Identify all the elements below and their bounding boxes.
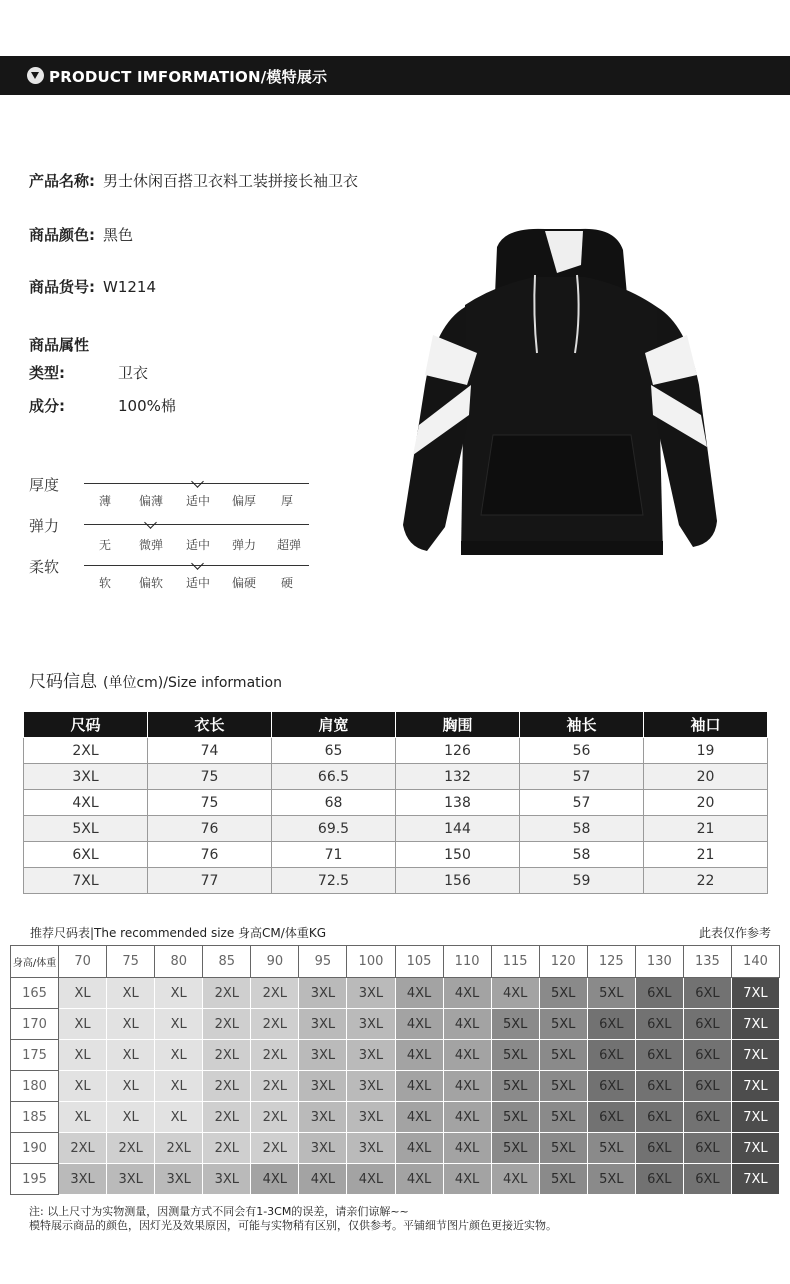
height-cell: 170 <box>11 1009 59 1040</box>
size-recommendation-cell: 6XL <box>683 1071 731 1102</box>
size-recommendation-cell: 4XL <box>395 1133 443 1164</box>
table-row <box>24 842 768 868</box>
size-recommendation-cell: 4XL <box>443 1102 491 1133</box>
scale-label-thickness: 厚度 <box>29 476 60 494</box>
scale-option: 适中 <box>185 576 210 590</box>
table-row <box>11 1133 780 1164</box>
table-cell: 20 <box>644 790 768 816</box>
size-recommendation-cell: 4XL <box>443 1164 491 1195</box>
size-recommendation-cell: 6XL <box>635 1071 683 1102</box>
size-recommendation-cell: 6XL <box>635 1040 683 1071</box>
weight-header-cell: 80 <box>155 946 203 978</box>
product-color-row <box>29 224 133 245</box>
product-image <box>395 225 720 560</box>
weight-header-cell: 90 <box>251 946 299 978</box>
size-recommendation-cell: 4XL <box>395 1164 443 1195</box>
product-sku-row <box>29 276 156 297</box>
weight-header-cell: 140 <box>731 946 779 978</box>
table-cell: 71 <box>272 842 396 868</box>
size-recommendation-cell: 5XL <box>539 1164 587 1195</box>
size-recommendation-cell: 5XL <box>587 1164 635 1195</box>
size-recommendation-cell: 6XL <box>635 1009 683 1040</box>
size-recommendation-cell: 3XL <box>299 1133 347 1164</box>
size-recommendation-cell: 5XL <box>587 1133 635 1164</box>
size-recommendation-cell: 7XL <box>731 1102 779 1133</box>
table-cell: 56 <box>520 738 644 764</box>
footnote: 注: 以上尺寸为实物测量，因测量方式不同会有1-3CM的误差，请亲们谅解~~ <box>29 1205 409 1218</box>
table-cell: 68 <box>272 790 396 816</box>
size-recommendation-cell: 6XL <box>635 1133 683 1164</box>
height-cell: 190 <box>11 1133 59 1164</box>
table-row <box>11 1164 780 1195</box>
scale-option: 偏硬 <box>231 576 256 590</box>
size-recommendation-cell: 5XL <box>587 978 635 1009</box>
size-recommendation-cell: 2XL <box>155 1133 203 1164</box>
scale-option: 适中 <box>185 538 210 552</box>
size-recommendation-cell: 2XL <box>59 1133 107 1164</box>
size-recommendation-cell: XL <box>59 1040 107 1071</box>
table-cell: 72.5 <box>272 868 396 894</box>
size-recommendation-cell: 2XL <box>203 978 251 1009</box>
banner-title: PRODUCT IMFORMATION/模特展示 <box>49 68 328 86</box>
table-cell: 3XL <box>24 764 148 790</box>
scale-label-softness: 柔软 <box>29 558 60 576</box>
recommend-title: 推荐尺码表|The recommended size 身高CM/体重KG <box>30 926 326 940</box>
weight-header-cell: 85 <box>203 946 251 978</box>
table-cell: 150 <box>396 842 520 868</box>
size-recommendation-cell: 2XL <box>251 1071 299 1102</box>
size-recommendation-cell: 2XL <box>203 1040 251 1071</box>
size-recommendation-cell: 3XL <box>299 1102 347 1133</box>
scale-option: 微弹 <box>138 538 163 552</box>
scale-option: 偏薄 <box>138 494 163 508</box>
size-recommendation-cell: 4XL <box>347 1164 395 1195</box>
table-cell: 57 <box>520 790 644 816</box>
section-banner <box>0 56 790 95</box>
table-cell: 75 <box>148 764 272 790</box>
size-recommendation-cell: 6XL <box>587 1102 635 1133</box>
size-recommendation-cell: 5XL <box>491 1040 539 1071</box>
table-cell: 75 <box>148 790 272 816</box>
scale-line <box>84 524 309 525</box>
size-recommendation-cell: 4XL <box>443 1040 491 1071</box>
size-table-header <box>24 712 768 738</box>
scale-label-elasticity: 弹力 <box>29 517 60 535</box>
table-cell: 132 <box>396 764 520 790</box>
size-recommendation-cell: 7XL <box>731 1071 779 1102</box>
size-recommendation-cell: 3XL <box>299 1071 347 1102</box>
size-recommendation-cell: 6XL <box>587 1071 635 1102</box>
size-recommendation-cell: 4XL <box>251 1164 299 1195</box>
product-sku-label: 商品货号: <box>29 278 95 296</box>
table-cell: 7XL <box>24 868 148 894</box>
size-table <box>23 711 768 894</box>
product-name-label: 产品名称: <box>29 172 95 190</box>
size-table-body <box>24 738 768 894</box>
table-cell: 19 <box>644 738 768 764</box>
weight-header-cell: 115 <box>491 946 539 978</box>
scale-option: 偏软 <box>138 576 163 590</box>
height-cell: 195 <box>11 1164 59 1195</box>
table-row <box>11 1102 780 1133</box>
attribute-material-label: 成分: <box>29 397 65 415</box>
size-recommendation-cell: 4XL <box>395 1102 443 1133</box>
size-recommendation-cell: XL <box>107 1102 155 1133</box>
size-recommendation-cell: XL <box>107 978 155 1009</box>
scale-option: 偏厚 <box>231 494 256 508</box>
chevron-down-icon <box>27 67 44 84</box>
table-row <box>24 764 768 790</box>
table-cell: 57 <box>520 764 644 790</box>
size-recommendation-cell: XL <box>155 1071 203 1102</box>
table-cell: 4XL <box>24 790 148 816</box>
table-cell: 66.5 <box>272 764 396 790</box>
scale-option: 超弹 <box>276 538 301 552</box>
size-table-header-cell: 肩宽 <box>272 712 396 738</box>
size-recommendation-cell: 3XL <box>59 1164 107 1195</box>
scale-marker <box>144 516 157 529</box>
table-cell: 20 <box>644 764 768 790</box>
table-row <box>11 1040 780 1071</box>
size-recommendation-cell: 2XL <box>203 1071 251 1102</box>
table-cell: 76 <box>148 842 272 868</box>
recommend-corner-cell: 身高/体重 <box>11 946 59 978</box>
table-cell: 58 <box>520 842 644 868</box>
height-cell: 165 <box>11 978 59 1009</box>
scale-option: 无 <box>98 538 111 552</box>
size-recommendation-cell: XL <box>59 1009 107 1040</box>
table-cell: 126 <box>396 738 520 764</box>
size-recommendation-cell: XL <box>107 1009 155 1040</box>
size-recommendation-cell: XL <box>107 1071 155 1102</box>
size-recommendation-cell: 2XL <box>251 1009 299 1040</box>
size-recommendation-cell: 6XL <box>635 978 683 1009</box>
weight-header-cell: 95 <box>299 946 347 978</box>
size-recommendation-cell: 2XL <box>203 1133 251 1164</box>
table-row <box>24 738 768 764</box>
product-name: 男士休闲百搭卫衣料工装拼接长袖卫衣 <box>103 172 359 190</box>
recommend-note: 此表仅作参考 <box>698 926 771 940</box>
size-info-unit: (单位cm)/Size information <box>103 675 282 691</box>
size-recommendation-cell: 5XL <box>491 1071 539 1102</box>
size-recommendation-cell: 5XL <box>491 1102 539 1133</box>
size-recommendation-cell: 2XL <box>251 978 299 1009</box>
size-recommendation-cell: 6XL <box>587 1009 635 1040</box>
attributes-title: 商品属性 <box>29 336 90 354</box>
size-recommendation-cell: 2XL <box>251 1133 299 1164</box>
size-recommendation-cell: 5XL <box>539 1071 587 1102</box>
size-recommendation-cell: 5XL <box>539 1040 587 1071</box>
size-recommendation-cell: 6XL <box>683 1009 731 1040</box>
weight-header-cell: 100 <box>347 946 395 978</box>
attribute-material: 100%棉 <box>118 397 176 415</box>
size-recommendation-cell: 3XL <box>155 1164 203 1195</box>
size-recommendation-cell: 6XL <box>683 978 731 1009</box>
size-recommendation-cell: 4XL <box>491 978 539 1009</box>
size-recommendation-cell: XL <box>107 1040 155 1071</box>
scale-option: 适中 <box>185 494 210 508</box>
scale-option: 软 <box>98 576 111 590</box>
height-cell: 175 <box>11 1040 59 1071</box>
size-table-header-cell: 袖长 <box>520 712 644 738</box>
size-recommendation-cell: 3XL <box>299 1009 347 1040</box>
size-recommendation-cell: 7XL <box>731 1040 779 1071</box>
table-cell: 76 <box>148 816 272 842</box>
table-cell: 65 <box>272 738 396 764</box>
size-recommendation-cell: 3XL <box>347 1009 395 1040</box>
size-recommendation-cell: 2XL <box>203 1102 251 1133</box>
footnote: 模特展示商品的颜色，因灯光及效果原因，可能与实物稍有区别，仅供参考。平铺细节图片颜色更接近实物。 <box>29 1219 557 1232</box>
attribute-type: 卫衣 <box>118 364 149 382</box>
recommend-table-body <box>11 978 780 1195</box>
weight-header-cell: 105 <box>395 946 443 978</box>
table-row <box>24 868 768 894</box>
size-recommendation-cell: 3XL <box>203 1164 251 1195</box>
size-recommendation-cell: 2XL <box>203 1009 251 1040</box>
table-cell: 21 <box>644 842 768 868</box>
size-recommendation-cell: 3XL <box>347 978 395 1009</box>
size-recommendation-cell: 3XL <box>347 1133 395 1164</box>
size-table-header-cell: 衣长 <box>148 712 272 738</box>
scale-option: 硬 <box>280 576 293 590</box>
size-recommendation-cell: 6XL <box>683 1164 731 1195</box>
size-recommendation-cell: 4XL <box>491 1164 539 1195</box>
size-recommendation-cell: XL <box>155 1040 203 1071</box>
size-recommendation-cell: 2XL <box>107 1133 155 1164</box>
product-sku: W1214 <box>103 278 157 296</box>
size-recommendation-cell: 3XL <box>347 1040 395 1071</box>
size-recommendation-cell: 6XL <box>635 1164 683 1195</box>
product-color: 黑色 <box>103 226 134 244</box>
size-recommendation-cell: 3XL <box>107 1164 155 1195</box>
weight-header-cell: 135 <box>683 946 731 978</box>
size-recommendation-cell: 7XL <box>731 1009 779 1040</box>
scale-option: 薄 <box>98 494 111 508</box>
size-recommendation-cell: 5XL <box>539 978 587 1009</box>
table-row <box>24 816 768 842</box>
size-recommendation-cell: 4XL <box>395 1040 443 1071</box>
weight-header-cell: 70 <box>59 946 107 978</box>
size-recommendation-cell: 7XL <box>731 1164 779 1195</box>
table-cell: 2XL <box>24 738 148 764</box>
size-recommendation-cell: 3XL <box>299 978 347 1009</box>
size-recommendation-cell: 4XL <box>443 1133 491 1164</box>
size-recommendation-cell: 6XL <box>683 1102 731 1133</box>
size-info-heading: 尺码信息 <box>29 672 97 692</box>
size-info-title <box>29 667 282 692</box>
scale-option: 厚 <box>280 494 293 508</box>
size-recommendation-cell: 4XL <box>395 978 443 1009</box>
scale-option: 弹力 <box>231 538 256 552</box>
table-cell: 58 <box>520 816 644 842</box>
table-cell: 74 <box>148 738 272 764</box>
table-cell: 6XL <box>24 842 148 868</box>
table-row <box>11 1009 780 1040</box>
size-recommendation-cell: 5XL <box>491 1133 539 1164</box>
table-cell: 22 <box>644 868 768 894</box>
table-row <box>11 1071 780 1102</box>
size-recommendation-cell: 4XL <box>443 1009 491 1040</box>
size-recommendation-cell: 4XL <box>395 1009 443 1040</box>
size-recommendation-cell: 4XL <box>299 1164 347 1195</box>
size-recommendation-cell: 5XL <box>539 1102 587 1133</box>
scale-marker <box>191 557 204 570</box>
weight-header-cell: 130 <box>635 946 683 978</box>
size-recommendation-cell: 6XL <box>587 1040 635 1071</box>
table-cell: 5XL <box>24 816 148 842</box>
height-cell: 180 <box>11 1071 59 1102</box>
weight-header-cell: 75 <box>107 946 155 978</box>
product-color-label: 商品颜色: <box>29 226 95 244</box>
size-recommendation-cell: 4XL <box>443 978 491 1009</box>
weight-header-cell: 120 <box>539 946 587 978</box>
size-recommendation-cell: 3XL <box>299 1040 347 1071</box>
table-cell: 144 <box>396 816 520 842</box>
size-recommendation-cell: XL <box>155 1102 203 1133</box>
height-cell: 185 <box>11 1102 59 1133</box>
size-recommendation-cell: 6XL <box>683 1133 731 1164</box>
table-cell: 77 <box>148 868 272 894</box>
size-recommendation-cell: 6XL <box>683 1040 731 1071</box>
recommend-table <box>10 945 780 1195</box>
size-recommendation-cell: XL <box>59 1071 107 1102</box>
size-recommendation-cell: 5XL <box>539 1009 587 1040</box>
attribute-type-label: 类型: <box>29 364 65 382</box>
size-recommendation-cell: 5XL <box>491 1009 539 1040</box>
size-recommendation-cell: XL <box>155 978 203 1009</box>
size-recommendation-cell: 5XL <box>539 1133 587 1164</box>
size-recommendation-cell: 3XL <box>347 1071 395 1102</box>
size-recommendation-cell: XL <box>59 1102 107 1133</box>
size-recommendation-cell: XL <box>155 1009 203 1040</box>
size-recommendation-cell: 2XL <box>251 1040 299 1071</box>
size-table-header-cell: 胸围 <box>396 712 520 738</box>
size-recommendation-cell: 6XL <box>635 1102 683 1133</box>
product-name-row <box>29 170 358 191</box>
recommend-table-header <box>11 946 780 978</box>
table-row <box>11 978 780 1009</box>
size-table-header-cell: 尺码 <box>24 712 148 738</box>
size-recommendation-cell: 2XL <box>251 1102 299 1133</box>
table-cell: 69.5 <box>272 816 396 842</box>
size-recommendation-cell: 7XL <box>731 1133 779 1164</box>
size-recommendation-cell: 4XL <box>443 1071 491 1102</box>
weight-header-cell: 125 <box>587 946 635 978</box>
table-cell: 156 <box>396 868 520 894</box>
scale-marker <box>191 475 204 488</box>
size-recommendation-cell: 4XL <box>395 1071 443 1102</box>
table-cell: 138 <box>396 790 520 816</box>
size-table-header-cell: 袖口 <box>644 712 768 738</box>
size-recommendation-cell: 7XL <box>731 978 779 1009</box>
table-cell: 59 <box>520 868 644 894</box>
table-cell: 21 <box>644 816 768 842</box>
table-row <box>24 790 768 816</box>
weight-header-cell: 110 <box>443 946 491 978</box>
size-recommendation-cell: XL <box>59 978 107 1009</box>
size-recommendation-cell: 3XL <box>347 1102 395 1133</box>
